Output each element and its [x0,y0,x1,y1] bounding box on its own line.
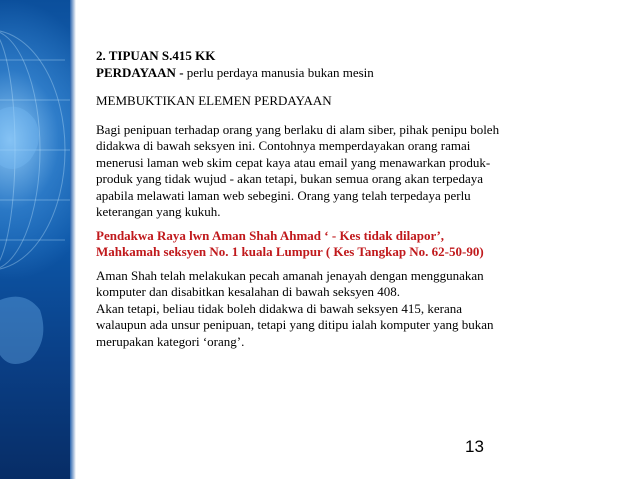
paragraph-2-line: walaupun ada unsur penipuan, tetapi yang ditipu ialah komputer yang bukan [96,317,494,332]
paragraph-1-line: apabila melawati laman web sebegini. Orang yang telah terpedaya perlu [96,187,471,203]
paragraph-2-line: Aman Shah telah melakukan pecah amanah jenayah dengan menggunakan [96,267,484,283]
paragraph-1-line: produk yang tidak wujud - akan tetapi, bukan semua orang akan terpedaya [96,171,483,186]
case-citation-line: Pendakwa Raya lwn Aman Shah Ahmad ‘ - Kes tidak dilapor’, [96,227,445,243]
paragraph-2-line: Akan tetapi, beliau tidak boleh didakwa di bawah seksyen 415, kerana [96,300,463,316]
paragraph-1-line: keterangan yang kukuh. [96,204,221,219]
paragraph-2 [96,268,546,351]
paragraph-2-line: merupakan kategori ‘orang’. [96,333,245,349]
case-citation [96,228,546,261]
term-definition: perlu perdaya manusia bukan mesin [183,64,374,80]
term-line [96,65,546,82]
term-label: PERDAYAAN - [96,64,184,80]
decorative-globe-band [0,0,70,479]
page-number: 13 [465,437,484,456]
section-title: 2. TIPUAN S.415 KK [96,48,216,63]
paragraph-1-line: Bagi penipuan terhadap orang yang berlaku di alam siber, pihak penipu boleh [96,121,500,137]
band-edge-divider [70,0,76,479]
paragraph-1-line: didakwa di bawah seksyen ini. Contohnya memperdayakan orang ramai [96,138,471,153]
paragraph-1 [96,122,546,221]
case-citation-line: Mahkamah seksyen No. 1 kuala Lumpur ( Kes Tangkap No. 62-50-90) [96,244,484,259]
paragraph-2-line: komputer dan disabitkan kesalahan di bawah seksyen 408. [96,284,400,299]
slide-content [96,48,546,350]
globe-lines-graphic [0,0,70,479]
paragraph-1-line: menerusi laman web skim cepat kaya atau email yang menawarkan produk- [96,154,491,170]
subheading: MEMBUKTIKAN ELEMEN PERDAYAAN [96,93,332,108]
